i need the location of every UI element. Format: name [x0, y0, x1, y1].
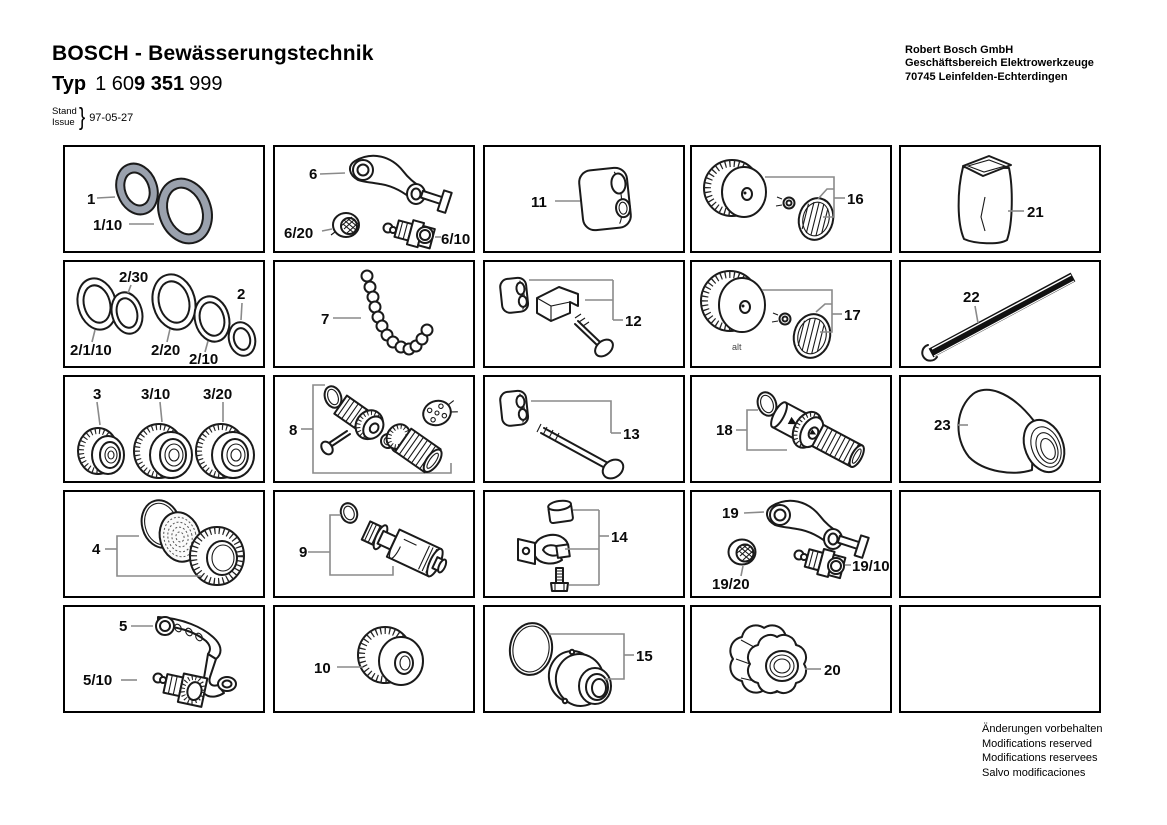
part-label: 6/20: [284, 225, 314, 242]
part-label: 2: [237, 286, 246, 303]
parts-cell-r4c2: [273, 490, 475, 598]
part-label: 6: [309, 166, 318, 183]
part-label: 1: [87, 191, 96, 208]
part-label: 2/20: [151, 342, 181, 359]
knurled-knob-drawing: [275, 607, 473, 711]
part-label: 6/10: [441, 231, 471, 248]
parts-cell-r1c3: [483, 145, 685, 253]
parts-cell-r5c2: [273, 605, 475, 713]
type-number-line: [52, 73, 222, 96]
valve-assembly-drawing: [275, 377, 473, 481]
part-label: 7: [321, 311, 330, 328]
part-label: 13: [623, 426, 640, 443]
profile-rail-drawing: [901, 262, 1099, 366]
crank-lever-drawing: [65, 607, 263, 711]
part-label: 8: [289, 422, 298, 439]
bushing-set-drawing: [485, 607, 683, 711]
t-connector-drawing: [692, 377, 890, 481]
part-label: 22: [963, 289, 980, 306]
clamp-and-screw-drawing: [485, 262, 683, 366]
bead-chain-drawing: [275, 262, 473, 366]
part-label: 5/10: [83, 672, 113, 689]
issue-label: Issue: [52, 116, 75, 128]
part-label: 1/10: [93, 217, 123, 234]
parts-cell-r1c2: [273, 145, 475, 253]
note-line-en: Modifications reserved: [982, 737, 1093, 750]
company-address: [905, 44, 1094, 84]
scalloped-cap-drawing: [692, 607, 890, 711]
parts-cell-r1c1: [63, 145, 265, 253]
knurled-wheel-set-alt-drawing: [692, 262, 890, 366]
lever-arm-parts-drawing: [692, 492, 890, 596]
part-label: 4: [92, 541, 101, 558]
type-number-part2: 9 351: [134, 73, 185, 95]
part-label: 2/10: [189, 351, 219, 366]
parts-cell-r2c5: [899, 260, 1101, 368]
parts-cell-r3c2: [273, 375, 475, 483]
parts-cell-r2c4: [690, 260, 892, 368]
spindle-drawing: [275, 492, 473, 596]
knurled-caps-drawing: [65, 377, 263, 481]
parts-cell-r3c3: [483, 375, 685, 483]
company-line: Geschäftsbereich Elektrowerkzeuge: [905, 57, 1094, 70]
parts-cell-r1c5: [899, 145, 1101, 253]
part-label: 23: [934, 417, 951, 434]
issue-date: 97-05-27: [89, 111, 134, 124]
type-number-part1: 1 60: [95, 73, 135, 95]
part-label: 19: [722, 505, 739, 522]
parts-cell-r3c5: [899, 375, 1101, 483]
part-label: 19/20: [712, 576, 750, 593]
part-label: 19/10: [852, 558, 890, 575]
parts-cell-r2c2: [273, 260, 475, 368]
part-label: 12: [625, 313, 642, 330]
type-number-part3: 999: [189, 73, 223, 95]
part-label: 3/10: [141, 386, 171, 403]
parts-cell-r4c5-empty: [899, 490, 1101, 598]
part-label: 18: [716, 422, 733, 439]
part-label: 11: [531, 194, 547, 211]
alt-note: alt: [732, 342, 742, 352]
part-label: 21: [1027, 204, 1044, 221]
lever-arm-parts-drawing: [275, 147, 473, 251]
parts-cell-r5c4: [690, 605, 892, 713]
cone-cap-drawing: [901, 377, 1099, 481]
housing-block-drawing: [485, 147, 683, 251]
issue-date-block: [52, 103, 133, 132]
note-line-fr: Modifications reservees: [982, 752, 1098, 765]
knurled-wheel-set-drawing: [692, 147, 890, 251]
collection-bag-drawing: [901, 147, 1099, 251]
parts-cell-r4c4: [690, 490, 892, 598]
note-line-es: Salvo modificaciones: [982, 766, 1086, 779]
parts-cell-r5c5-empty: [899, 605, 1101, 713]
page-title: BOSCH - Bewässerungstechnik: [52, 42, 374, 65]
part-label: 2/1/10: [70, 342, 112, 359]
stand-label: Stand: [52, 106, 77, 117]
note-line-de: Änderungen vorbehalten: [982, 723, 1103, 735]
stand-issue-labels: [52, 107, 77, 128]
parts-cell-r3c1: [63, 375, 265, 483]
parts-cell-r4c1: [63, 490, 265, 598]
company-line: Robert Bosch GmbH: [905, 44, 1014, 56]
parts-cell-r5c3: [483, 605, 685, 713]
part-label: 20: [824, 662, 841, 679]
brace-glyph: }: [78, 103, 86, 131]
parts-cell-r3c4: [690, 375, 892, 483]
type-label: Typ: [52, 73, 87, 95]
parts-cell-r1c4: [690, 145, 892, 253]
filter-set-drawing: [65, 492, 263, 596]
parts-cell-r5c1: [63, 605, 265, 713]
company-line: 70745 Leinfelden-Echterdingen: [905, 70, 1068, 83]
part-label: 5: [119, 618, 128, 635]
part-label: 3: [93, 386, 102, 403]
parts-cell-r2c1: [63, 260, 265, 368]
part-label: 10: [314, 660, 331, 677]
part-label: 16: [847, 191, 864, 208]
long-screw-drawing: [485, 377, 683, 481]
part-label: 17: [844, 307, 861, 324]
part-label: 9: [299, 544, 308, 561]
part-label: 14: [611, 529, 628, 546]
o-rings-drawing: [65, 147, 263, 251]
sealing-rings-drawing: [65, 262, 263, 366]
part-label: 15: [636, 648, 653, 665]
wall-clamp-drawing: [485, 492, 683, 596]
modification-notes: [982, 722, 1102, 780]
part-label: 3/20: [203, 386, 233, 403]
part-label: 2/30: [119, 269, 149, 286]
parts-cell-r2c3: [483, 260, 685, 368]
parts-cell-r4c3: [483, 490, 685, 598]
